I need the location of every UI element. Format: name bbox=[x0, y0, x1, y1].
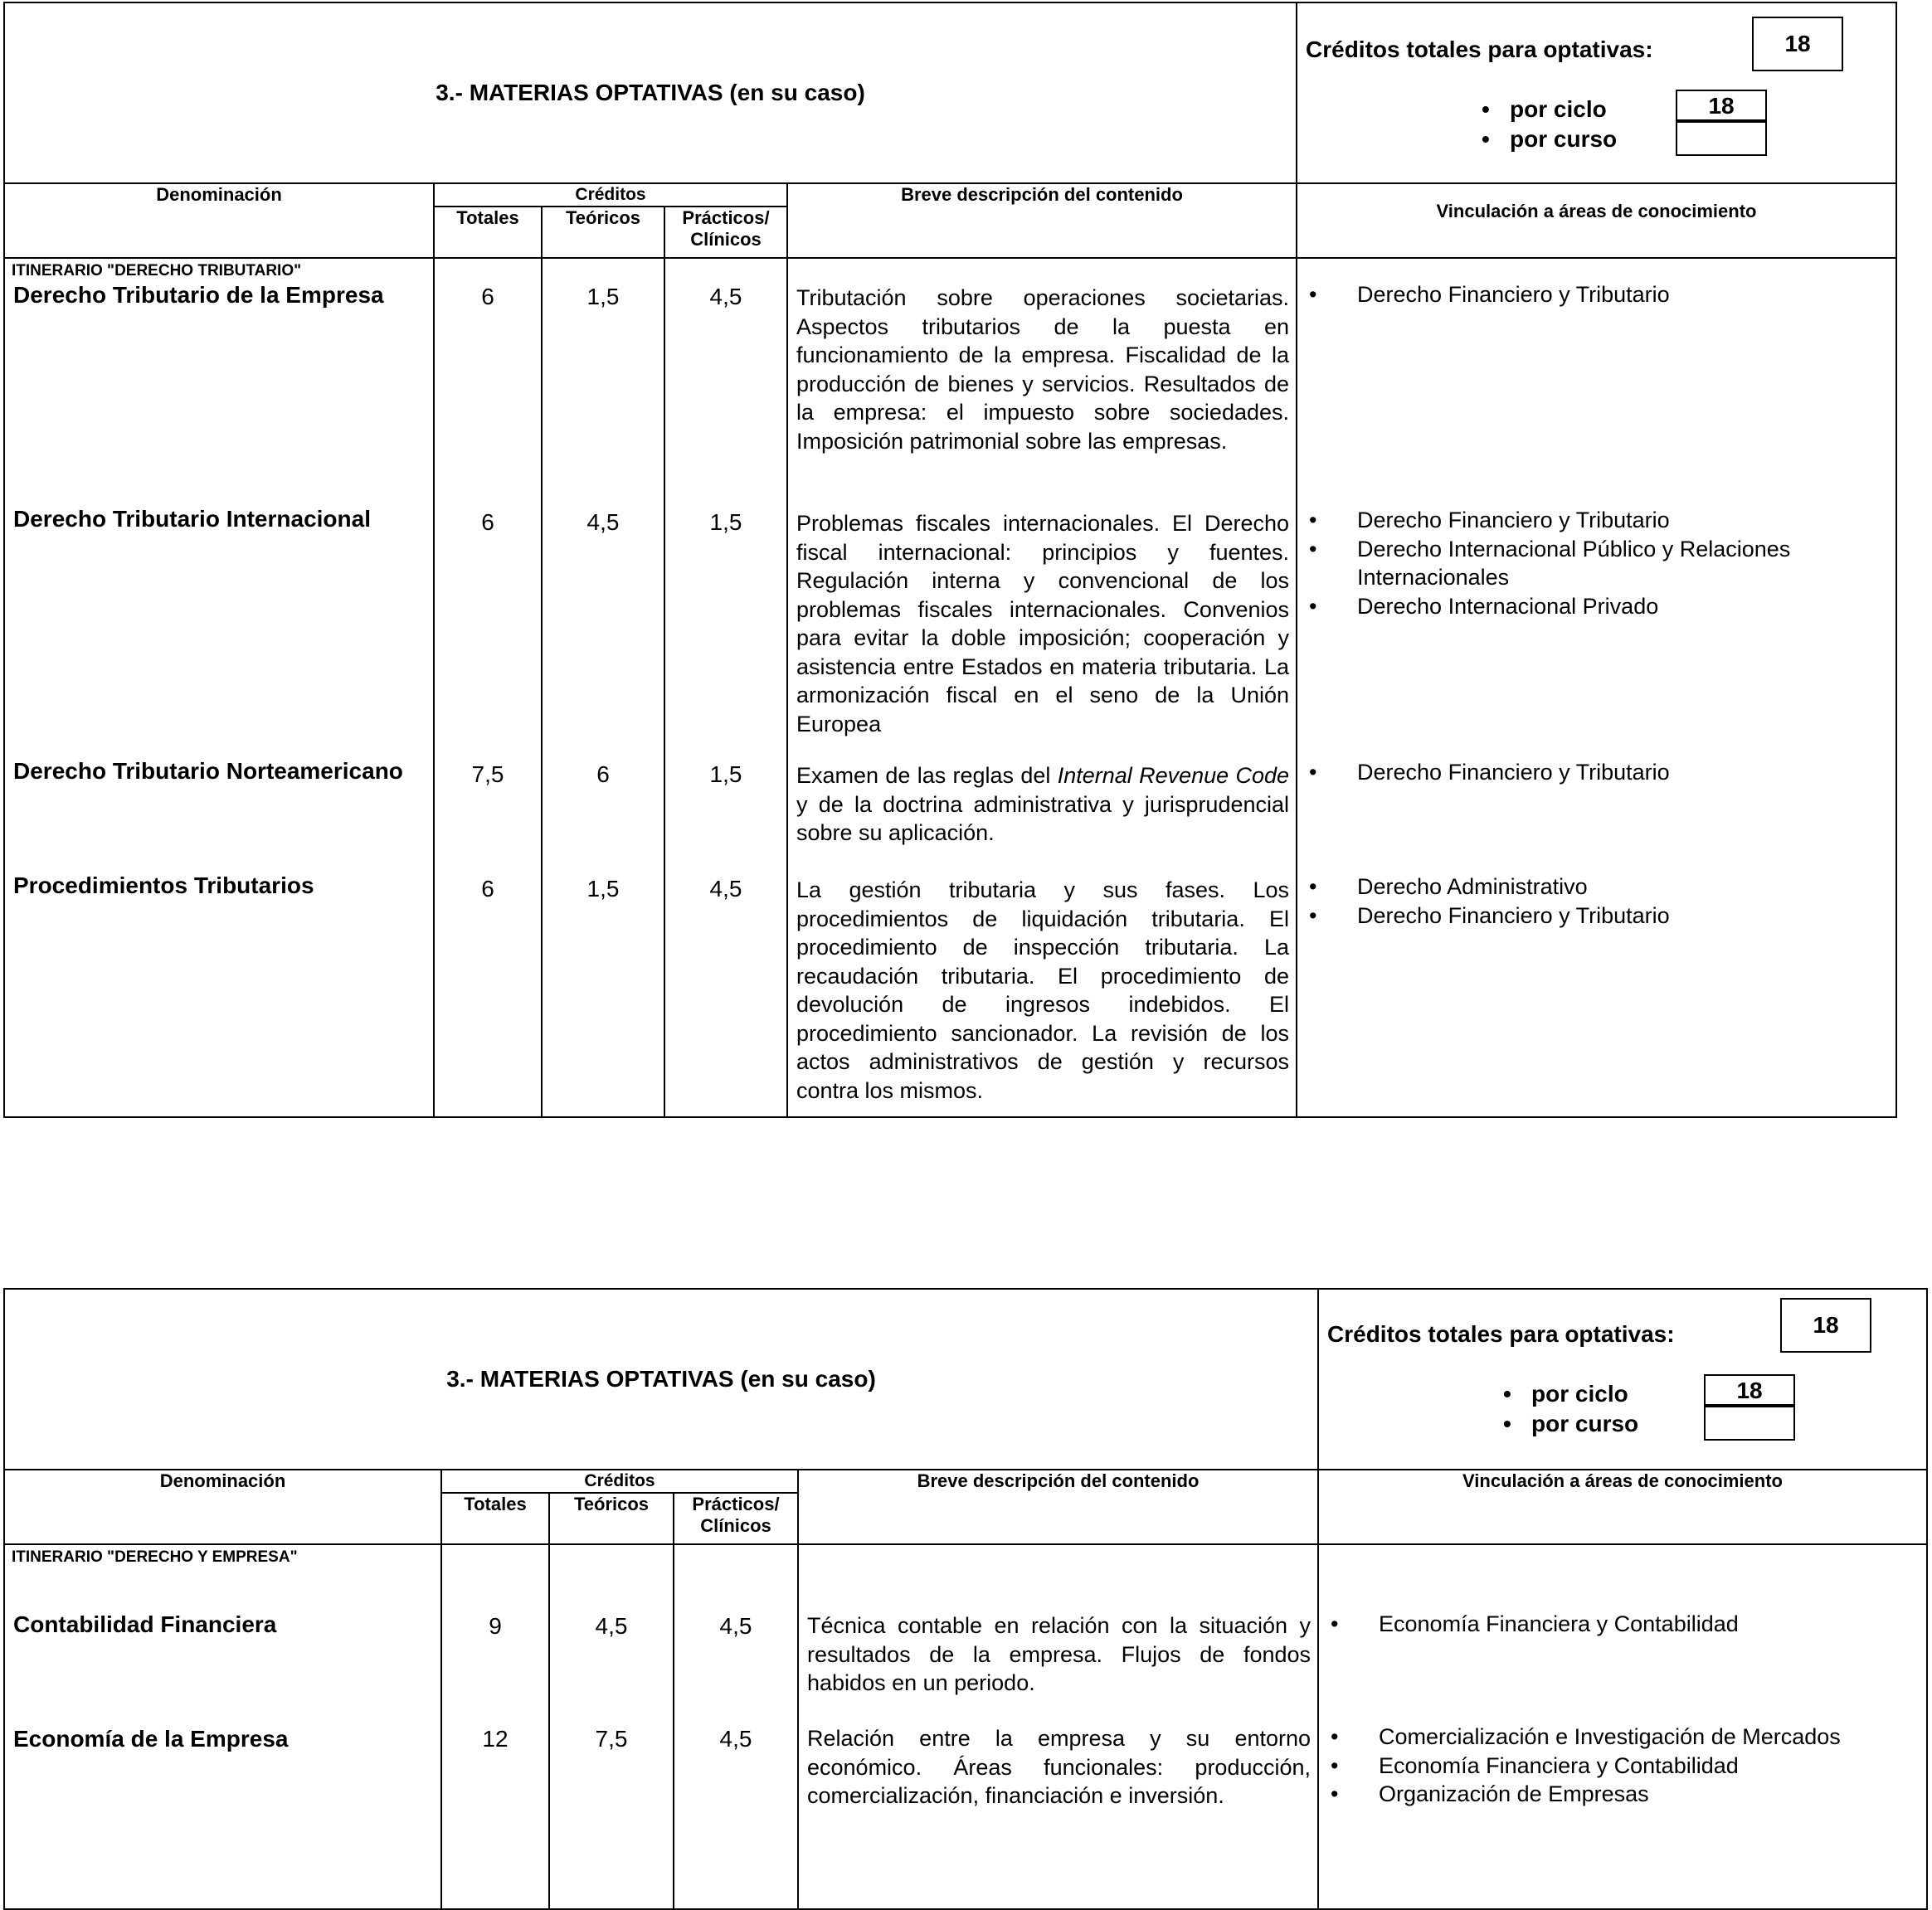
header-totales: Totales bbox=[434, 207, 542, 258]
subject-description: Problemas fiscales internacionales. El Derecho fiscal internacional: principios y fuentes. Regulación interna y convencional de los problemas fiscales internacionales. Convenios para evitar la doble imposición; cooperación y asistencia entre Estados en materia tributaria. La armonización fiscal en el seno de la Unión Europea bbox=[796, 511, 1290, 736]
plan-table bbox=[3, 2, 1897, 1118]
credit-teoricos: 7,5 bbox=[595, 1726, 628, 1752]
area-list bbox=[1306, 506, 1887, 620]
section-title: 3.- MATERIAS OPTATIVAS (en su caso) bbox=[4, 1289, 1318, 1470]
credit-teoricos: 1,5 bbox=[586, 284, 620, 309]
area-list bbox=[1306, 280, 1887, 309]
totales-column bbox=[441, 1544, 549, 1909]
subject-description: La gestión tributaria y sus fases. Los procedimientos de liquidación tributaria. El procedimiento de inspección tributaria. La recaudación tributaria. El procedimiento de devolución de ingresos indebidos. El procedimiento sancionador. La revisión de los actos administrativos de gestión y recursos contra los mismos. bbox=[796, 877, 1290, 1103]
itinerary-label: ITINERARIO "DERECHO TRIBUTARIO" bbox=[12, 262, 302, 279]
header-creditos: Créditos bbox=[434, 183, 787, 207]
credit-totales: 9 bbox=[489, 1613, 502, 1639]
totales-column bbox=[434, 258, 542, 1117]
header-denomination: Denominación bbox=[4, 183, 434, 258]
area-list bbox=[1306, 872, 1887, 930]
code-title-italic: Internal Revenue Code bbox=[1057, 763, 1290, 788]
subject-description: Relación entre la empresa y su entorno económico. Áreas funcionales: producción, comercialización, financiación e inversión. bbox=[807, 1726, 1312, 1808]
denomination-column bbox=[4, 258, 434, 1117]
area-item: • Comercialización e Investigación de Mercados bbox=[1327, 1723, 1918, 1752]
credit-totales: 6 bbox=[481, 876, 494, 902]
denomination-column bbox=[4, 1544, 441, 1909]
per-course-box bbox=[1704, 1404, 1795, 1441]
per-cycle-label: • por ciclo bbox=[1503, 1381, 1628, 1407]
plan-table-derecho-tributario bbox=[3, 2, 1896, 1116]
subject-name: Derecho Tributario Internacional bbox=[13, 506, 371, 532]
subject-name: Economía de la Empresa bbox=[13, 1726, 289, 1752]
credits-summary bbox=[1318, 1289, 1927, 1470]
header-teoricos: Teóricos bbox=[542, 207, 664, 258]
credit-totales: 12 bbox=[482, 1726, 509, 1752]
per-cycle-box: 18 bbox=[1676, 90, 1767, 123]
per-course-label: • por curso bbox=[1482, 126, 1617, 153]
subject-name: Procedimientos Tributarios bbox=[13, 872, 314, 898]
credits-summary bbox=[1297, 2, 1896, 183]
area-item: • Derecho Financiero y Tributario bbox=[1306, 758, 1887, 787]
credits-total-label: Créditos totales para optativas: bbox=[1327, 1321, 1675, 1347]
per-cycle-label: • por ciclo bbox=[1482, 96, 1607, 123]
credits-total-box: 18 bbox=[1752, 17, 1843, 71]
description-column bbox=[798, 1544, 1318, 1909]
subject-name: Contabilidad Financiera bbox=[13, 1611, 277, 1637]
practicos-column bbox=[664, 258, 787, 1117]
credit-teoricos: 1,5 bbox=[586, 876, 620, 902]
header-practicos: Prácticos/ Clínicos bbox=[674, 1493, 798, 1544]
teoricos-column bbox=[549, 1544, 674, 1909]
credit-totales: 6 bbox=[481, 284, 494, 309]
area-item: • Economía Financiera y Contabilidad bbox=[1327, 1610, 1918, 1639]
area-item: • Derecho Financiero y Tributario bbox=[1306, 506, 1887, 535]
header-denomination: Denominación bbox=[4, 1470, 441, 1544]
per-course-box bbox=[1676, 119, 1767, 156]
description-column bbox=[787, 258, 1297, 1117]
credit-practicos: 4,5 bbox=[709, 284, 742, 309]
credit-totales: 6 bbox=[481, 509, 494, 535]
credits-total-label: Créditos totales para optativas: bbox=[1306, 36, 1653, 62]
credit-practicos: 4,5 bbox=[709, 876, 742, 902]
subject-name: Derecho Tributario Norteamericano bbox=[13, 758, 403, 784]
plan-table-derecho-empresa bbox=[3, 1288, 1926, 1908]
header-areas: Vinculación a áreas de conocimiento bbox=[1297, 183, 1896, 258]
header-totales: Totales bbox=[441, 1493, 549, 1544]
header-teoricos: Teóricos bbox=[549, 1493, 674, 1544]
area-item: • Derecho Internacional Privado bbox=[1306, 592, 1887, 621]
header-description: Breve descripción del contenido bbox=[798, 1470, 1318, 1544]
credit-practicos: 1,5 bbox=[709, 509, 742, 535]
credit-practicos: 4,5 bbox=[719, 1613, 752, 1639]
subject-description: Tributación sobre operaciones societarias. Aspectos tributarios de la puesta en funcionamiento de la empresa. Fiscalidad de la producción de bienes y servicios. Resultados de la empresa: el impuesto sobre sociedades. Imposición patrimonial sobre las empresas. bbox=[796, 285, 1290, 454]
credit-practicos: 1,5 bbox=[709, 761, 742, 787]
credit-teoricos: 4,5 bbox=[595, 1613, 628, 1639]
itinerary-label: ITINERARIO "DERECHO Y EMPRESA" bbox=[12, 1548, 298, 1566]
credits-total-box: 18 bbox=[1780, 1298, 1871, 1353]
area-item: • Derecho Administrativo bbox=[1306, 872, 1887, 902]
subject-description: Examen de las reglas del Internal Revenue Code y de la doctrina administrativa y jurisprudencial sobre su aplicación. bbox=[796, 763, 1290, 845]
credit-totales: 7,5 bbox=[471, 761, 504, 787]
area-item: • Derecho Financiero y Tributario bbox=[1306, 280, 1887, 309]
header-practicos: Prácticos/ Clínicos bbox=[664, 207, 787, 258]
practicos-column bbox=[674, 1544, 798, 1909]
credit-teoricos: 6 bbox=[596, 761, 610, 787]
area-list bbox=[1327, 1723, 1918, 1809]
areas-column bbox=[1297, 258, 1896, 1117]
header-creditos: Créditos bbox=[441, 1470, 798, 1493]
areas-column bbox=[1318, 1544, 1927, 1909]
credit-practicos: 4,5 bbox=[719, 1726, 752, 1752]
area-item: • Derecho Internacional Público y Relaciones Internacionales bbox=[1306, 535, 1887, 592]
plan-table bbox=[3, 1288, 1928, 1910]
area-item: • Derecho Financiero y Tributario bbox=[1306, 902, 1887, 931]
teoricos-column bbox=[542, 258, 664, 1117]
header-areas: Vinculación a áreas de conocimiento bbox=[1318, 1470, 1927, 1544]
area-list bbox=[1306, 758, 1887, 787]
per-cycle-box: 18 bbox=[1704, 1374, 1795, 1407]
section-title: 3.- MATERIAS OPTATIVAS (en su caso) bbox=[4, 2, 1297, 183]
area-list bbox=[1327, 1610, 1918, 1639]
per-course-label: • por curso bbox=[1503, 1411, 1638, 1437]
area-item: • Economía Financiera y Contabilidad bbox=[1327, 1752, 1918, 1781]
area-item: • Organización de Empresas bbox=[1327, 1780, 1918, 1809]
subject-name: Derecho Tributario de la Empresa bbox=[13, 282, 384, 308]
header-description: Breve descripción del contenido bbox=[787, 183, 1297, 258]
subject-description: Técnica contable en relación con la situación y resultados de la empresa. Flujos de fondos habidos en un periodo. bbox=[807, 1613, 1312, 1695]
credit-teoricos: 4,5 bbox=[586, 509, 620, 535]
